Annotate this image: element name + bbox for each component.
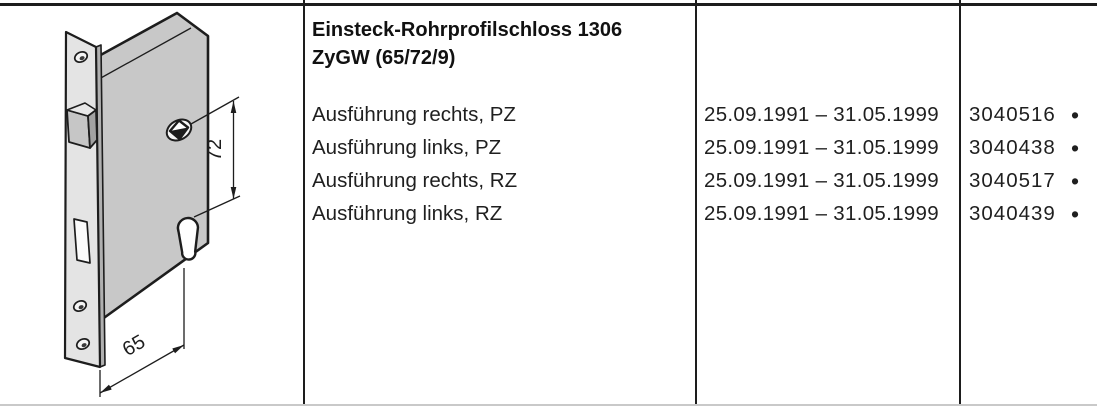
availability-bullet: • — [1071, 102, 1080, 128]
article-number: 3040517 — [969, 169, 1056, 192]
variant-label: Ausführung rechts, RZ — [312, 169, 518, 192]
column-divider-period-article — [959, 0, 961, 406]
availability-period: 25.09.1991 – 31.05.1999 — [704, 169, 939, 192]
article-number: 3040516 — [969, 103, 1056, 126]
deadbolt-slot — [74, 219, 90, 263]
faceplate — [65, 32, 105, 367]
article-number: 3040438 — [969, 136, 1056, 159]
product-title-line1: Einsteck-Rohrprofilschloss 1306 — [312, 19, 623, 41]
product-title — [312, 16, 682, 72]
variant-label: Ausführung links, PZ — [312, 136, 502, 159]
availability-bullet: • — [1071, 201, 1080, 227]
lock-body — [97, 13, 208, 320]
availability-bullet: • — [1071, 135, 1080, 161]
variant-label: Ausführung links, RZ — [312, 202, 503, 225]
availability-period: 25.09.1991 – 31.05.1999 — [704, 202, 939, 225]
lock-technical-drawing — [0, 0, 304, 406]
article-number: 3040439 — [969, 202, 1056, 225]
column-divider-text-period — [695, 0, 697, 406]
availability-bullet: • — [1071, 168, 1080, 194]
variant-label: Ausführung rechts, PZ — [312, 103, 516, 126]
dimension-65-label: 65 — [118, 330, 150, 361]
availability-period: 25.09.1991 – 31.05.1999 — [704, 103, 939, 126]
dimension-72-label: 72 — [204, 138, 226, 162]
product-title-line2: ZyGW (65/72/9) — [312, 47, 456, 69]
latch-bolt — [67, 103, 97, 148]
availability-period: 25.09.1991 – 31.05.1999 — [704, 136, 939, 159]
